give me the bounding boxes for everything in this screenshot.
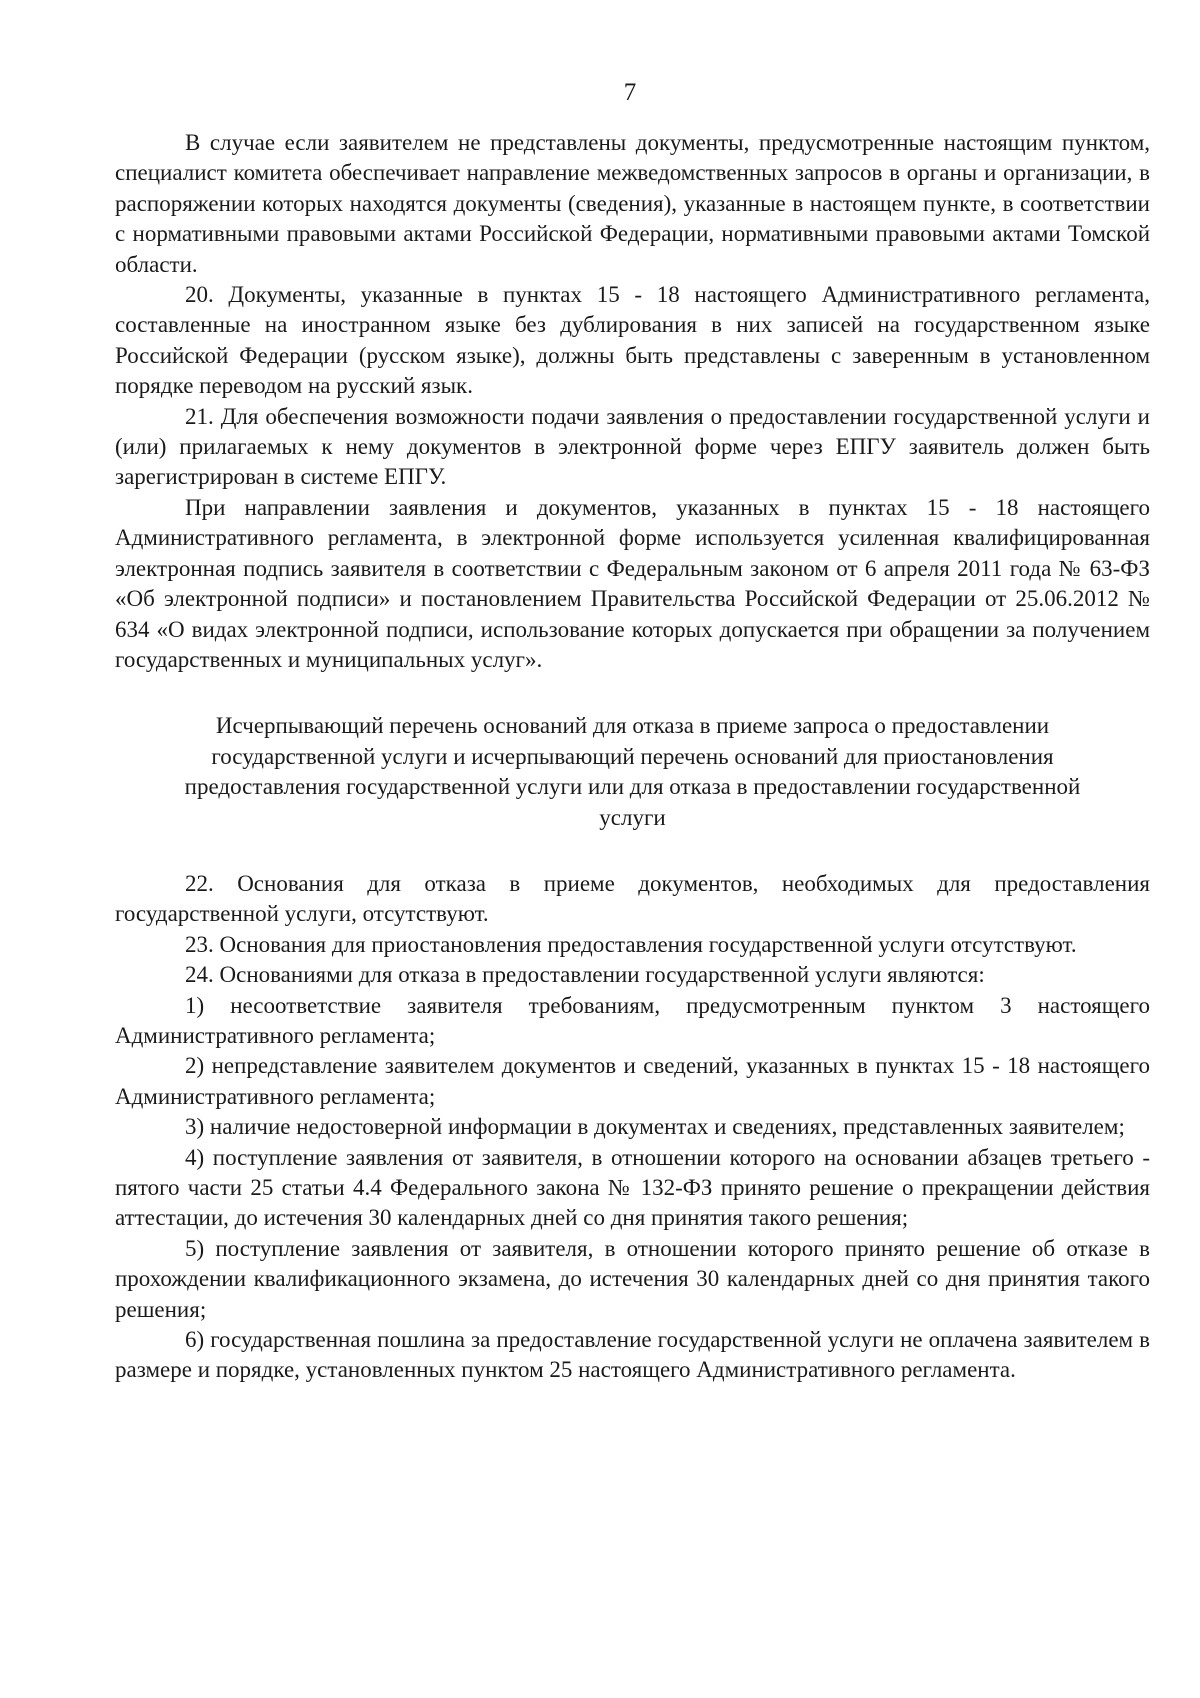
section-heading-line-1: Исчерпывающий перечень оснований для отказа в приеме запроса о предоставлении — [215, 713, 1050, 739]
section-heading-line-2: государственной услуги и исчерпывающий перечень оснований для приостановления — [211, 743, 1054, 769]
list-item-1: 1) несоответствие заявителя требованиям, предусмотренным пунктом 3 настоящего Административного регламента; — [115, 992, 1150, 1048]
list-item-5: 5) поступление заявления от заявителя, в отношении которого принято решение об отказе в прохождении квалификационного экзамена, до истечения 30 календарных дней со дня принятия такого решения; — [115, 1235, 1150, 1322]
paragraph-electronic-signature: При направлении заявления и документов, указанных в пунктах 15 - 18 настоящего Административного регламента, в электронной форме используется усиленная квалифицированная электронная подпись заявителя в соответствии с Федеральным законом от 6 апреля 2011 года № 63-ФЗ «Об электронной подписи» и постановлением Правительства Российской Федерации от 25.06.2012 № 634 «О видах электронной подписи, использование которых допускается при обращении за получением государственных и муниципальных услуг». — [115, 494, 1150, 672]
paragraph-24-refusal-grounds: 24. Основаниями для отказа в предоставлении государственной услуги являются: — [185, 962, 985, 988]
document-body — [115, 128, 1150, 1386]
list-item-4: 4) поступление заявления от заявителя, в отношении которого на основании абзацев третьего - пятого части 25 статьи 4.4 Федерального закона № 132-ФЗ принято решение о прекращении действия аттестации, до истечения 30 календарных дней со дня принятия такого решения; — [115, 1144, 1150, 1231]
section-heading-line-3: предоставления государственной услуги или для отказа в предоставлении государственной — [184, 774, 1081, 800]
section-heading — [115, 711, 1150, 833]
page-number: 7 — [623, 79, 637, 106]
paragraph-20-foreign-documents: 20. Документы, указанные в пунктах 15 - 18 настоящего Административного регламента, составленные на иностранном языке без дублирования в них записей на государственном языке Российской Федерации (русском языке), должны быть представлены с заверенным в установленном порядке переводом на русский язык. — [115, 282, 1150, 399]
section-heading-line-4: услуги — [599, 804, 666, 830]
list-item-2: 2) непредставление заявителем документов и сведений, указанных в пунктах 15 - 18 настоящего Административного регламента; — [115, 1053, 1150, 1109]
paragraph-21-epgu-registration: 21. Для обеспечения возможности подачи заявления о предоставлении государственной услуги и (или) прилагаемых к нему документов в электронной форме через ЕПГУ заявитель должен быть зарегистрирован в системе ЕПГУ. — [115, 403, 1150, 490]
paragraph-requests-note: В случае если заявителем не представлены документы, предусмотренные настоящим пунктом, специалист комитета обеспечивает направление межведомственных запросов в органы и организации, в распоряжении которых находятся документы (сведения), указанные в настоящем пункте, в соответствии с нормативными правовыми актами Российской Федерации, нормативными правовыми актами Томской области. — [115, 130, 1150, 277]
paragraph-23-no-suspension-grounds: 23. Основания для приостановления предоставления государственной услуги отсутствуют. — [185, 931, 1077, 957]
list-item-6: 6) государственная пошлина за предоставление государственной услуги не оплачена заявителем в размере и порядке, установленных пунктом 25 настоящего Административного регламента. — [115, 1327, 1150, 1383]
list-item-3: 3) наличие недостоверной информации в документах и сведениях, представленных заявителем; — [185, 1114, 1125, 1140]
paragraph-22-no-refusal-grounds: 22. Основания для отказа в приеме документов, необходимых для предоставления государственной услуги, отсутствуют. — [115, 870, 1150, 927]
